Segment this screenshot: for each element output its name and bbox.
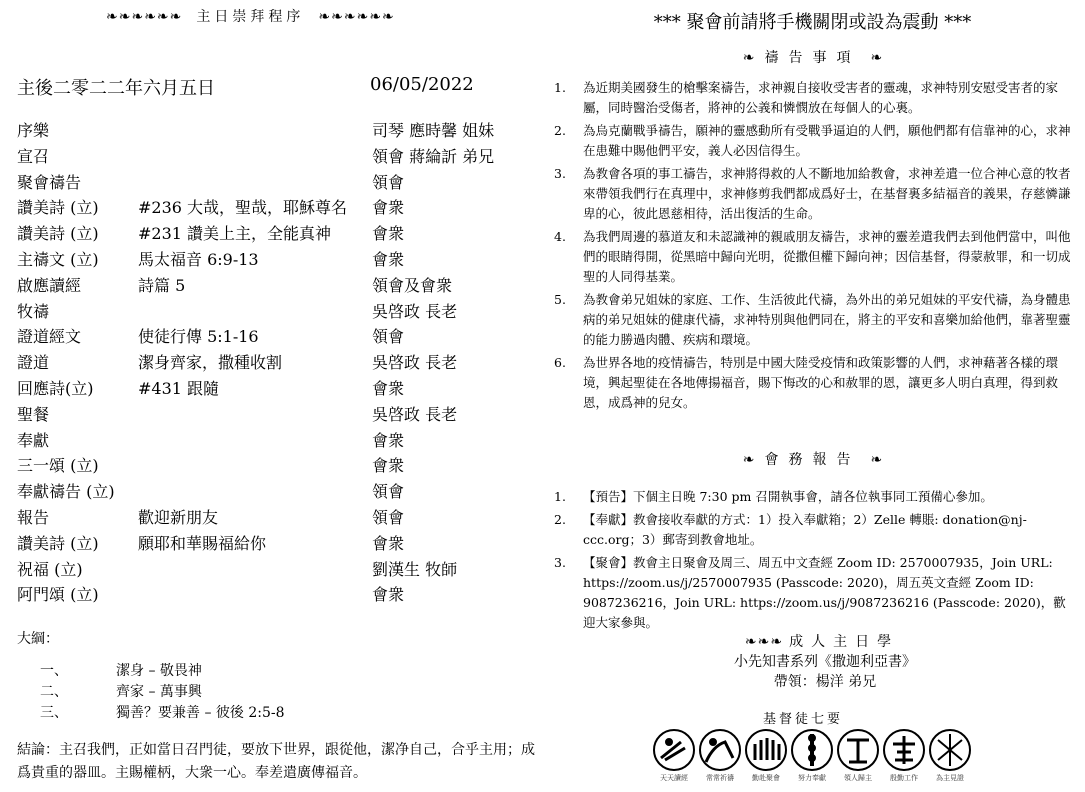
prayer-list	[554, 78, 1074, 416]
order-row	[17, 402, 517, 428]
order-item: 牧禱	[17, 301, 50, 321]
order-item: 讚美詩 (立)	[17, 533, 99, 553]
ornament-left: ❧	[742, 50, 755, 66]
essential-label: 殷勤工作	[890, 774, 918, 782]
order-content: 使徒行傳 5:1-16	[138, 327, 259, 347]
order-row	[17, 144, 517, 170]
outline-text: 潔身 – 敬畏神	[116, 663, 202, 679]
essential-label: 勤赴聚會	[752, 774, 780, 782]
outline-text: 齊家 – 萬事興	[116, 684, 202, 700]
list-item	[554, 553, 1074, 633]
order-content: 詩篇 5	[138, 275, 186, 295]
list-item	[554, 353, 1074, 413]
order-item: 奉獻	[17, 430, 50, 450]
order-row	[17, 118, 517, 144]
order-leader: 吳啓政 長老	[372, 353, 458, 373]
order-leader: 吳啓政 長老	[372, 404, 458, 424]
ornament: ❧❧❧	[744, 634, 784, 650]
prayer-icon	[700, 730, 740, 770]
order-leader: 會衆	[372, 198, 405, 218]
item-text: 為我們周邊的慕道友和未認識神的親戚朋友禱告，求神的靈差遣我們去到他們當中，叫他們的眼睛得開，從黑暗中歸向光明，從撒但權下歸向神；因信基督，得蒙赦罪，和一切成聖的人同得基業。	[583, 229, 1071, 284]
item-text: 為世界各地的疫情禱告，特別是中國大陸受疫情和政策影響的人們，求神藉著各樣的環境，興起聖徒在各地傳揚福音，賜下悔改的心和赦罪的恩，讓更多人明白真理，得到救恩，成爲神的兒女。	[583, 355, 1059, 410]
item-text: 【預告】下個主日晚 7:30 pm 召開執事會，請各位執事同工預備心參加。	[583, 489, 993, 504]
order-item: 回應詩(立)	[17, 378, 94, 398]
outline-number: 三、	[40, 705, 68, 721]
order-row	[17, 247, 517, 273]
essential-label: 天天讀經	[660, 774, 688, 782]
item-number: 1.	[554, 489, 566, 504]
order-row	[17, 350, 517, 376]
order-item: 主禱文 (立)	[17, 249, 99, 269]
meeting-icon	[746, 730, 786, 770]
list-item	[554, 121, 1074, 161]
order-item: 序樂	[17, 121, 50, 140]
school-leader: 帶領：楊洋 弟兄	[773, 674, 877, 690]
order-leader: 領會	[372, 327, 405, 347]
item-text: 為近期美國發生的槍擊案禱告，求神親自接收受害者的靈魂，求神特別安慰受害者的家屬，同時醫治受傷者，將神的公義和憐憫放在每個人的心裏。	[583, 80, 1059, 115]
list-item	[554, 510, 1074, 550]
order-row	[17, 582, 517, 608]
affairs-title	[540, 449, 1085, 469]
order-row	[17, 531, 517, 557]
item-number: 3.	[554, 555, 566, 570]
essential-label: 常常祈禱	[706, 774, 734, 782]
item-text: 【聚會】教會主日聚會及周三、周五中文查經 Zoom ID: 2570007935，Join URL: https://zoom.us/j/2570007935 (Passcode: 2020)，周五英文查經 Zoom ID: 9087236216，Join URL: https://zoom.us/j/9087236216 (Passcode: 2020)，歡迎大家參與。	[583, 555, 1066, 630]
prayer-title	[540, 47, 1085, 67]
item-number: 6.	[554, 355, 566, 370]
announcements-panel	[540, 0, 1085, 792]
essential-label: 努力奉獻	[798, 774, 826, 782]
order-item: 宣召	[17, 146, 50, 166]
seven-essentials-labels	[651, 773, 973, 785]
prayer-title-text: 禱告事項	[764, 50, 861, 66]
order-item: 奉獻禱告 (立)	[17, 482, 115, 502]
order-content: 馬太福音 6:9-13	[138, 249, 259, 269]
order-content: 願耶和華賜福給你	[138, 533, 267, 553]
ornament-left: ❧	[742, 452, 755, 468]
item-number: 5.	[554, 292, 566, 307]
order-row	[17, 453, 517, 479]
sermon-conclusion: 結論：主召我們，正如當日召門徒，要放下世界，跟從他，潔净自己，合乎主用；成爲貴重的器皿。主賜權柄，大衆一心。奉差遣廣傳福音。	[17, 742, 535, 781]
item-number: 4.	[554, 229, 566, 244]
essential-label: 領人歸主	[844, 774, 872, 782]
outline-number: 二、	[40, 684, 68, 700]
order-leader: 領會	[372, 172, 405, 192]
item-text: 為教會弟兄姐妹的家庭、工作、生活彼此代禱，為外出的弟兄姐妹的平安代禱，為身體患病的弟兄姐妹的健康代禱，求神特別與他們同在，將主的平安和喜樂加給他們，靠著聖靈的能力勝過肉體、疾病和環境。	[583, 292, 1071, 347]
order-item: 聖餐	[17, 404, 50, 424]
ornament-left: ❧❧❧❧❧❧	[106, 9, 183, 25]
date-chinese: 主後二零二二年六月五日	[17, 78, 215, 99]
order-row	[17, 376, 517, 402]
order-leader: 會衆	[372, 378, 405, 398]
work-icon	[884, 730, 924, 770]
list-item	[554, 227, 1074, 287]
witness-icon	[930, 730, 970, 770]
order-item: 聚會禱告	[17, 172, 82, 192]
order-row	[17, 170, 517, 196]
seven-essentials-logo	[651, 728, 973, 772]
order-leader: 領會及會衆	[372, 275, 453, 295]
order-item: 啟應讀經	[17, 275, 82, 295]
order-header	[106, 6, 395, 26]
affairs-list	[554, 487, 1074, 636]
order-row	[17, 195, 517, 221]
phone-notice: *** 聚會前請將手機關閉或設為震動 ***	[653, 12, 972, 33]
outline-title: 大綱：	[17, 631, 59, 647]
order-leader: 劉漢生 牧師	[372, 559, 458, 579]
order-item: 證道	[17, 353, 50, 373]
list-item	[554, 487, 1074, 507]
order-row	[17, 299, 517, 325]
order-row	[17, 324, 517, 350]
ornament-right: ❧	[870, 50, 883, 66]
date-numeric: 06/05/2022	[370, 74, 474, 95]
worship-order-panel	[0, 0, 540, 792]
order-leader: 領會 蔣綸訢 弟兄	[372, 146, 495, 166]
evangelism-icon	[838, 730, 878, 770]
order-leader: 領會	[372, 482, 405, 502]
order-leader: 會衆	[372, 533, 405, 553]
item-number: 2.	[554, 512, 566, 527]
item-text: 為教會各項的事工禱告，求神將得救的人不斷地加給教會，求神差遣一位合神心意的牧者來帶領我們行在真理中，求神修剪我們都成爲好士，在基督裏多結福音的義果，存慈憐謙卑的心，彼此恩慈相待，活出復活的生命。	[583, 166, 1071, 221]
order-item: 證道經文	[17, 327, 82, 347]
order-content: 潔身齊家，撒種收割	[138, 353, 283, 373]
order-content: #236 大哉，聖哉，耶穌尊名	[138, 198, 348, 218]
order-leader: 吳啓政 長老	[372, 301, 458, 321]
school-heading	[700, 632, 950, 652]
order-content: #231 讚美上主，全能真神	[138, 224, 332, 244]
list-item	[554, 78, 1074, 118]
essential-label: 為主見證	[936, 774, 964, 782]
list-item	[554, 290, 1074, 350]
order-leader: 領會	[372, 507, 405, 527]
item-text: 為烏克蘭戰爭禱告，願神的靈感動所有受戰爭逼迫的人們，願他們都有信靠神的心，求神在患難中賜他們平安，義人必因信得生。	[583, 123, 1071, 158]
order-leader: 會衆	[372, 249, 405, 269]
school-series: 小先知書系列《撒迦利亞書》	[734, 654, 916, 670]
list-item	[554, 164, 1074, 224]
order-item: 報告	[17, 507, 50, 527]
offering-icon	[792, 730, 832, 770]
bible-reading-icon	[654, 730, 694, 770]
outline-text: 獨善？要兼善 – 彼後 2:5-8	[116, 705, 285, 721]
order-item: 祝福 (立)	[17, 559, 83, 579]
item-number: 3.	[554, 166, 566, 181]
order-title: 主日崇拜程序	[196, 9, 305, 25]
item-number: 1.	[554, 80, 566, 95]
order-row	[17, 557, 517, 583]
order-item: 讚美詩 (立)	[17, 224, 99, 244]
order-row	[17, 479, 517, 505]
order-table	[17, 118, 517, 608]
order-leader: 會衆	[372, 430, 405, 450]
ornament-right: ❧❧❧❧❧❧	[318, 9, 395, 25]
order-row	[17, 221, 517, 247]
school-title: 成人主日學	[789, 634, 900, 650]
order-leader: 會衆	[372, 585, 405, 605]
order-row	[17, 273, 517, 299]
order-content: #431 跟隨	[138, 378, 220, 398]
seven-essentials-title: 基督徒七要	[763, 712, 844, 727]
order-content: 歡迎新朋友	[138, 507, 219, 527]
adult-sunday-school	[700, 632, 950, 692]
item-number: 2.	[554, 123, 566, 138]
order-item: 三一頌 (立)	[17, 456, 99, 476]
ornament-right: ❧	[870, 452, 883, 468]
item-text: 【奉獻】教會接收奉獻的方式：1）投入奉獻箱；2）Zelle 轉賬: donation@nj-ccc.org；3）郵寄到教會地址。	[583, 512, 1027, 547]
order-item: 阿門頌 (立)	[17, 585, 99, 605]
outline-number: 一、	[40, 663, 68, 679]
order-row	[17, 428, 517, 454]
order-row	[17, 505, 517, 531]
order-item: 讚美詩 (立)	[17, 198, 99, 218]
order-leader: 會衆	[372, 456, 405, 476]
order-leader: 司琴 應時馨 姐妹	[372, 121, 495, 140]
order-leader: 會衆	[372, 224, 405, 244]
affairs-title-text: 會務報告	[764, 452, 861, 468]
